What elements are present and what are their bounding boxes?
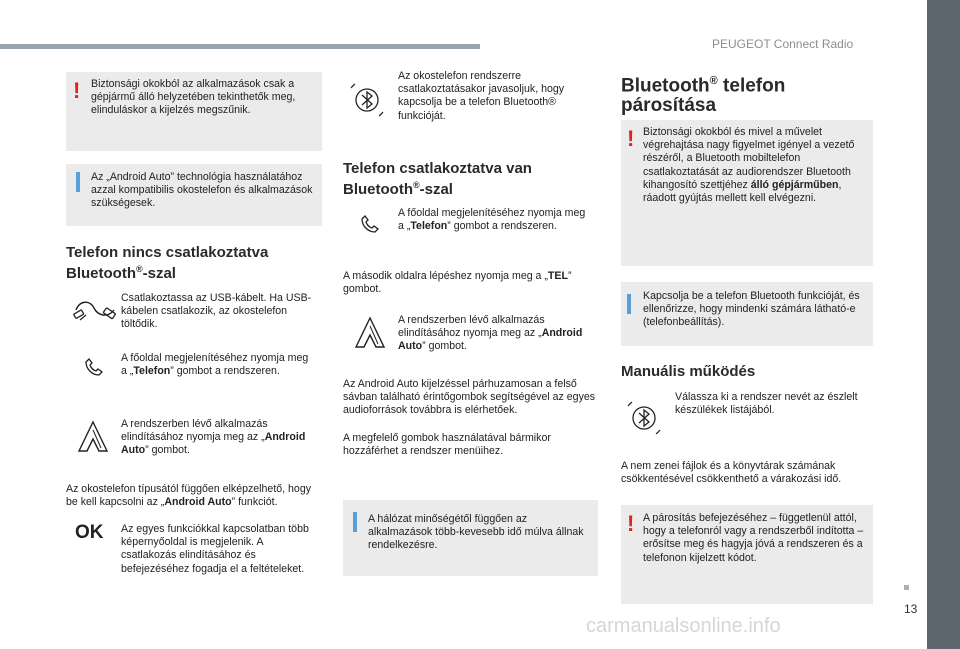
info-icon xyxy=(353,512,357,532)
warning-icon: ! xyxy=(627,126,635,151)
step-telefon-text-2: A főoldal megjelenítéséhez nyomja meg a „Telefon” gombot a rendszeren. xyxy=(398,207,586,233)
section-title-pairing: Bluetooth® telefon párosítása xyxy=(621,75,786,117)
warning-text: A párosítás befejezéséhez – függetlenül attól, hogy a telefonról vagy a rendszerből indította – erősítse meg és hagyja jóvá a rendszeren és a telefonon kijelzett kódot. xyxy=(643,512,864,564)
android-auto-parallel-text: Az Android Auto kijelzéssel párhuzamosan a felső sávban található érintőgombok segítségével az egyes audioforrások továbbra is elérhetőek. xyxy=(343,378,596,417)
warning-box-confirm-code xyxy=(621,505,873,604)
info-box-android-auto xyxy=(66,164,322,226)
menu-access-text: A megfelelő gombok használatával bármikor hozzáférhet a rendszer menüihez. xyxy=(343,432,551,458)
warning-box-safety xyxy=(66,72,322,151)
info-text: Kapcsolja be a telefon Bluetooth funkcióját, és ellenőrizze, hogy mindenki számára látható-e (telefonbeállítás). xyxy=(643,290,860,329)
page-number: 13 xyxy=(904,602,918,616)
reduce-files-text: A nem zenei fájlok és a könyvtárak számának csökkentésével csökkenthető a várakozási idő. xyxy=(621,460,842,486)
info-icon xyxy=(627,294,631,314)
section-title-not-connected: Telefon nincs csatlakoztatva Bluetooth®-szal xyxy=(66,244,269,282)
step-android-auto-text-2: A rendszerben lévő alkalmazás elindításához nyomja meg az „Android Auto” gombot. xyxy=(398,314,583,353)
phone-handset-icon xyxy=(83,356,105,378)
page-edge-tab xyxy=(927,0,960,649)
info-text: Az „Android Auto” technológia használatához azzal kompatibilis okostelefon és alkalmazások szükségesek. xyxy=(91,171,313,210)
ok-icon: OK xyxy=(75,522,104,543)
select-system-text: Válassza ki a rendszer nevét az észlelt készülékek listájából. xyxy=(675,391,858,417)
android-auto-icon xyxy=(77,420,109,454)
bluetooth-icon xyxy=(624,398,664,438)
warning-box-pairing xyxy=(621,120,873,266)
header-rule xyxy=(0,44,480,49)
phone-handset-icon xyxy=(359,213,381,235)
tel-button-text: A második oldalra lépéshez nyomja meg a „TEL” gombot. xyxy=(343,270,572,296)
page-marker xyxy=(904,585,909,590)
bluetooth-on-text: Az okostelefon rendszerre csatlakoztatásakor javasoljuk, hogy kapcsolja be a telefon Bluetooth® funkcióját. xyxy=(398,70,565,122)
warning-icon: ! xyxy=(627,511,635,536)
step-usb-text: Csatlakoztassa az USB-kábelt. Ha USB-kábelen csatlakozik, az okostelefon töltődik. xyxy=(121,292,312,331)
ok-text: Az egyes funkciókkal kapcsolatban több képernyőoldal is megjelenik. A csatlakozás elindításához és befejezéséhez fogadja el a feltételeket. xyxy=(121,523,309,575)
android-auto-icon xyxy=(354,316,386,350)
step-android-auto-text: A rendszerben lévő alkalmazás elindításához nyomja meg az „Android Auto” gombot. xyxy=(121,418,306,457)
warning-text: Biztonsági okokból és mivel a művelet végrehajtása nagy figyelmet igényel a vezető részéről, a Bluetooth mobiltelefon csatlakoztatását az audiorendszer Bluetooth kihangosító szettjéhez álló gépjárműben, ráadott gyújtás mellett kell elvégezni. xyxy=(643,126,855,205)
warning-icon: ! xyxy=(73,78,81,103)
android-auto-note: Az okostelefon típusától függően elképzelhető, hogy be kell kapcsolni az „Android Auto” funkciót. xyxy=(66,483,312,509)
page-header-title: PEUGEOT Connect Radio xyxy=(712,37,854,51)
info-box-visibility xyxy=(621,282,873,346)
bluetooth-icon xyxy=(347,80,387,120)
section-title-connected: Telefon csatlakoztatva van Bluetooth®-szal xyxy=(343,160,532,198)
section-title-manual: Manuális működés xyxy=(621,363,756,380)
warning-text: Biztonsági okokból az alkalmazások csak a gépjármű álló helyzetében tekinthetők meg, elinduláskor a kijelzés megszűnik. xyxy=(91,78,296,117)
info-box-network xyxy=(343,500,598,576)
usb-cable-icon xyxy=(72,296,118,326)
step-telefon-text: A főoldal megjelenítéséhez nyomja meg a „Telefon” gombot a rendszeren. xyxy=(121,352,309,378)
info-text: A hálózat minőségétől függően az alkalmazások több-kevesebb idő múlva állnak rendelkezésre. xyxy=(368,513,584,552)
info-icon xyxy=(76,172,80,192)
watermark: carmanualsonline.info xyxy=(586,615,781,637)
